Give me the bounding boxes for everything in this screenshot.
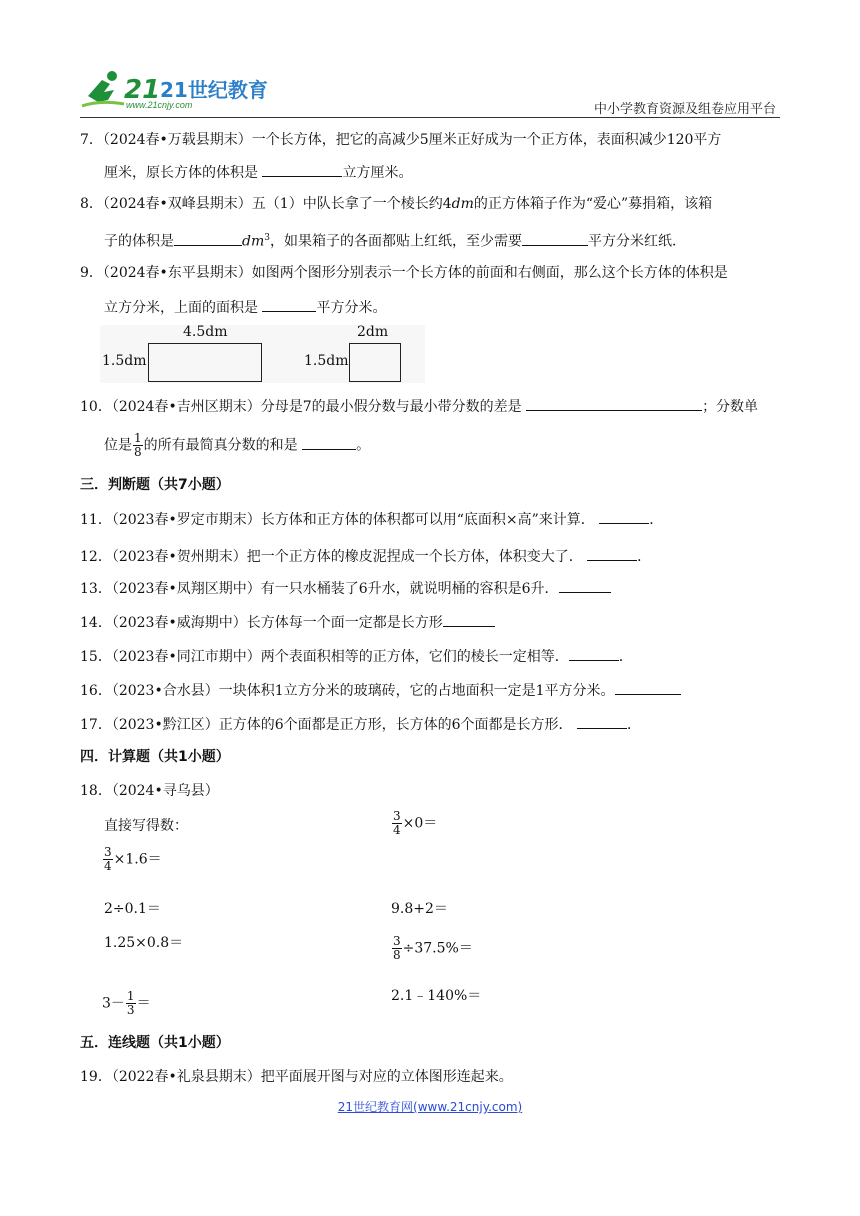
logo-url: www.21cnjy.com	[126, 100, 193, 110]
side-face-rect	[349, 343, 401, 382]
section-match-title: 五．连线题（共1小题）	[80, 1035, 230, 1051]
judge-item-17: 17．（2023•黔江区）正方体的6个面都是正方形，长方体的6个面都是长方形． ．	[80, 714, 641, 735]
q10-line2: 位是 $\frac{1}{8}$ 的所有最简真分数的和是 。	[104, 431, 371, 459]
answer-blank[interactable]	[443, 612, 495, 627]
calc-item-a2: 9.8+2＝	[391, 901, 448, 917]
section-calc-title: 四．计算题（共1小题）	[80, 749, 230, 765]
answer-blank[interactable]	[587, 546, 637, 561]
q9-line1: 9．（2024春•东平县期末）如图两个图形分别表示一个长方体的前面和右侧面，那么这个长方体的体积是	[80, 265, 728, 281]
svg-text:21: 21	[124, 75, 161, 105]
judge-item-12: 12．（2023春•贺州期末）把一个正方体的橡皮泥捏成一个长方体，体积变大了． ．	[80, 546, 651, 567]
judge-item-15: 15．（2023春•同江市期中）两个表面积相等的正方体，它们的棱长一定相等． ．	[80, 646, 633, 667]
fraction-one-eighth: $\frac{1}{8}$	[134, 431, 142, 459]
front-width-label: 4.5dm	[183, 324, 228, 340]
judge-item-13: 13．（2023春•凤翔区期中）有一只水桶装了6升水，就说明桶的容积是6升．	[80, 578, 611, 599]
q10-line1: 10．（2024春•吉州区期末）分母是7的最小假分数与最小带分数的差是 ；分数单	[80, 396, 758, 417]
calc-item-b3: 1.25×0.8＝	[104, 935, 184, 951]
header-divider	[80, 117, 780, 118]
calc-item-a1: $\frac{3}{4}$ ×0＝	[393, 809, 438, 837]
answer-blank[interactable]	[522, 231, 588, 246]
side-height-label: 1.5dm	[304, 353, 349, 369]
front-height-label: 1.5dm	[102, 353, 147, 369]
answer-blank[interactable]	[526, 396, 702, 411]
judge-item-16: 16．（2023•合水县）一块体积1立方分米的玻璃砖，它的占地面积一定是1平方分米。	[80, 680, 681, 701]
answer-blank[interactable]	[569, 646, 619, 661]
calc-item-b1: $\frac{3}{4}$ ×1.6＝	[104, 845, 162, 873]
side-width-label: 2dm	[357, 324, 389, 340]
calc-item-b2: 2÷0.1＝	[104, 901, 161, 917]
calc-item-b4: 3－ $\frac{1}{3}$ ＝	[102, 989, 151, 1017]
calc-item-a4: 2.1﹣140%＝	[391, 988, 482, 1004]
answer-blank[interactable]	[262, 162, 342, 177]
q7-line1: 7．（2024春•万载县期末）一个长方体，把它的高减少5厘米正好成为一个正方体，表面积减少120平方	[80, 132, 722, 148]
answer-blank[interactable]	[615, 680, 681, 695]
answer-blank[interactable]	[599, 509, 649, 524]
q9-line2: 立方分米，上面的面积是 平方分米。	[104, 297, 386, 318]
front-face-rect	[148, 343, 262, 382]
q8-line1: 8．（2024春•双峰县期末）五（1）中队长拿了一个棱长约4dm的正方体箱子作为“爱心”募捐箱，该箱	[80, 196, 713, 212]
answer-blank[interactable]	[262, 297, 316, 312]
answer-blank[interactable]	[174, 231, 242, 246]
calc-intro: 直接写得数：	[104, 818, 188, 834]
q19-text: 19．（2022春•礼泉县期末）把平面展开图与对应的立体图形连起来。	[80, 1069, 513, 1085]
calc-item-a3: $\frac{3}{8}$ ÷37.5%＝	[393, 934, 473, 962]
platform-title: 中小学教育资源及组卷应用平台	[593, 102, 776, 117]
judge-item-14: 14．（2023春•威海期中）长方体每一个面一定都是长方形	[80, 612, 495, 633]
answer-blank[interactable]	[559, 578, 611, 593]
answer-blank[interactable]	[302, 435, 356, 450]
section-judge-title: 三．判断题（共7小题）	[80, 477, 230, 493]
logo-title: 21世纪教育	[160, 78, 268, 102]
judge-item-11: 11．（2023春•罗定市期末）长方体和正方体的体积都可以用“底面积×高”来计算． ．	[80, 509, 663, 530]
answer-blank[interactable]	[577, 714, 627, 729]
q7-line2: 厘米，原长方体的体积是 立方厘米。	[104, 162, 412, 183]
q8-line2: 子的体积是 $dm^3$，如果箱子的各面都贴上红纸，至少需要 平方分米红纸．	[104, 228, 686, 252]
q18-head: 18．（2024•寻乌县）	[80, 783, 219, 799]
page-header	[0, 0, 860, 118]
footer-link[interactable]: 21世纪教育网(www.21cnjy.com)	[337, 1100, 523, 1114]
